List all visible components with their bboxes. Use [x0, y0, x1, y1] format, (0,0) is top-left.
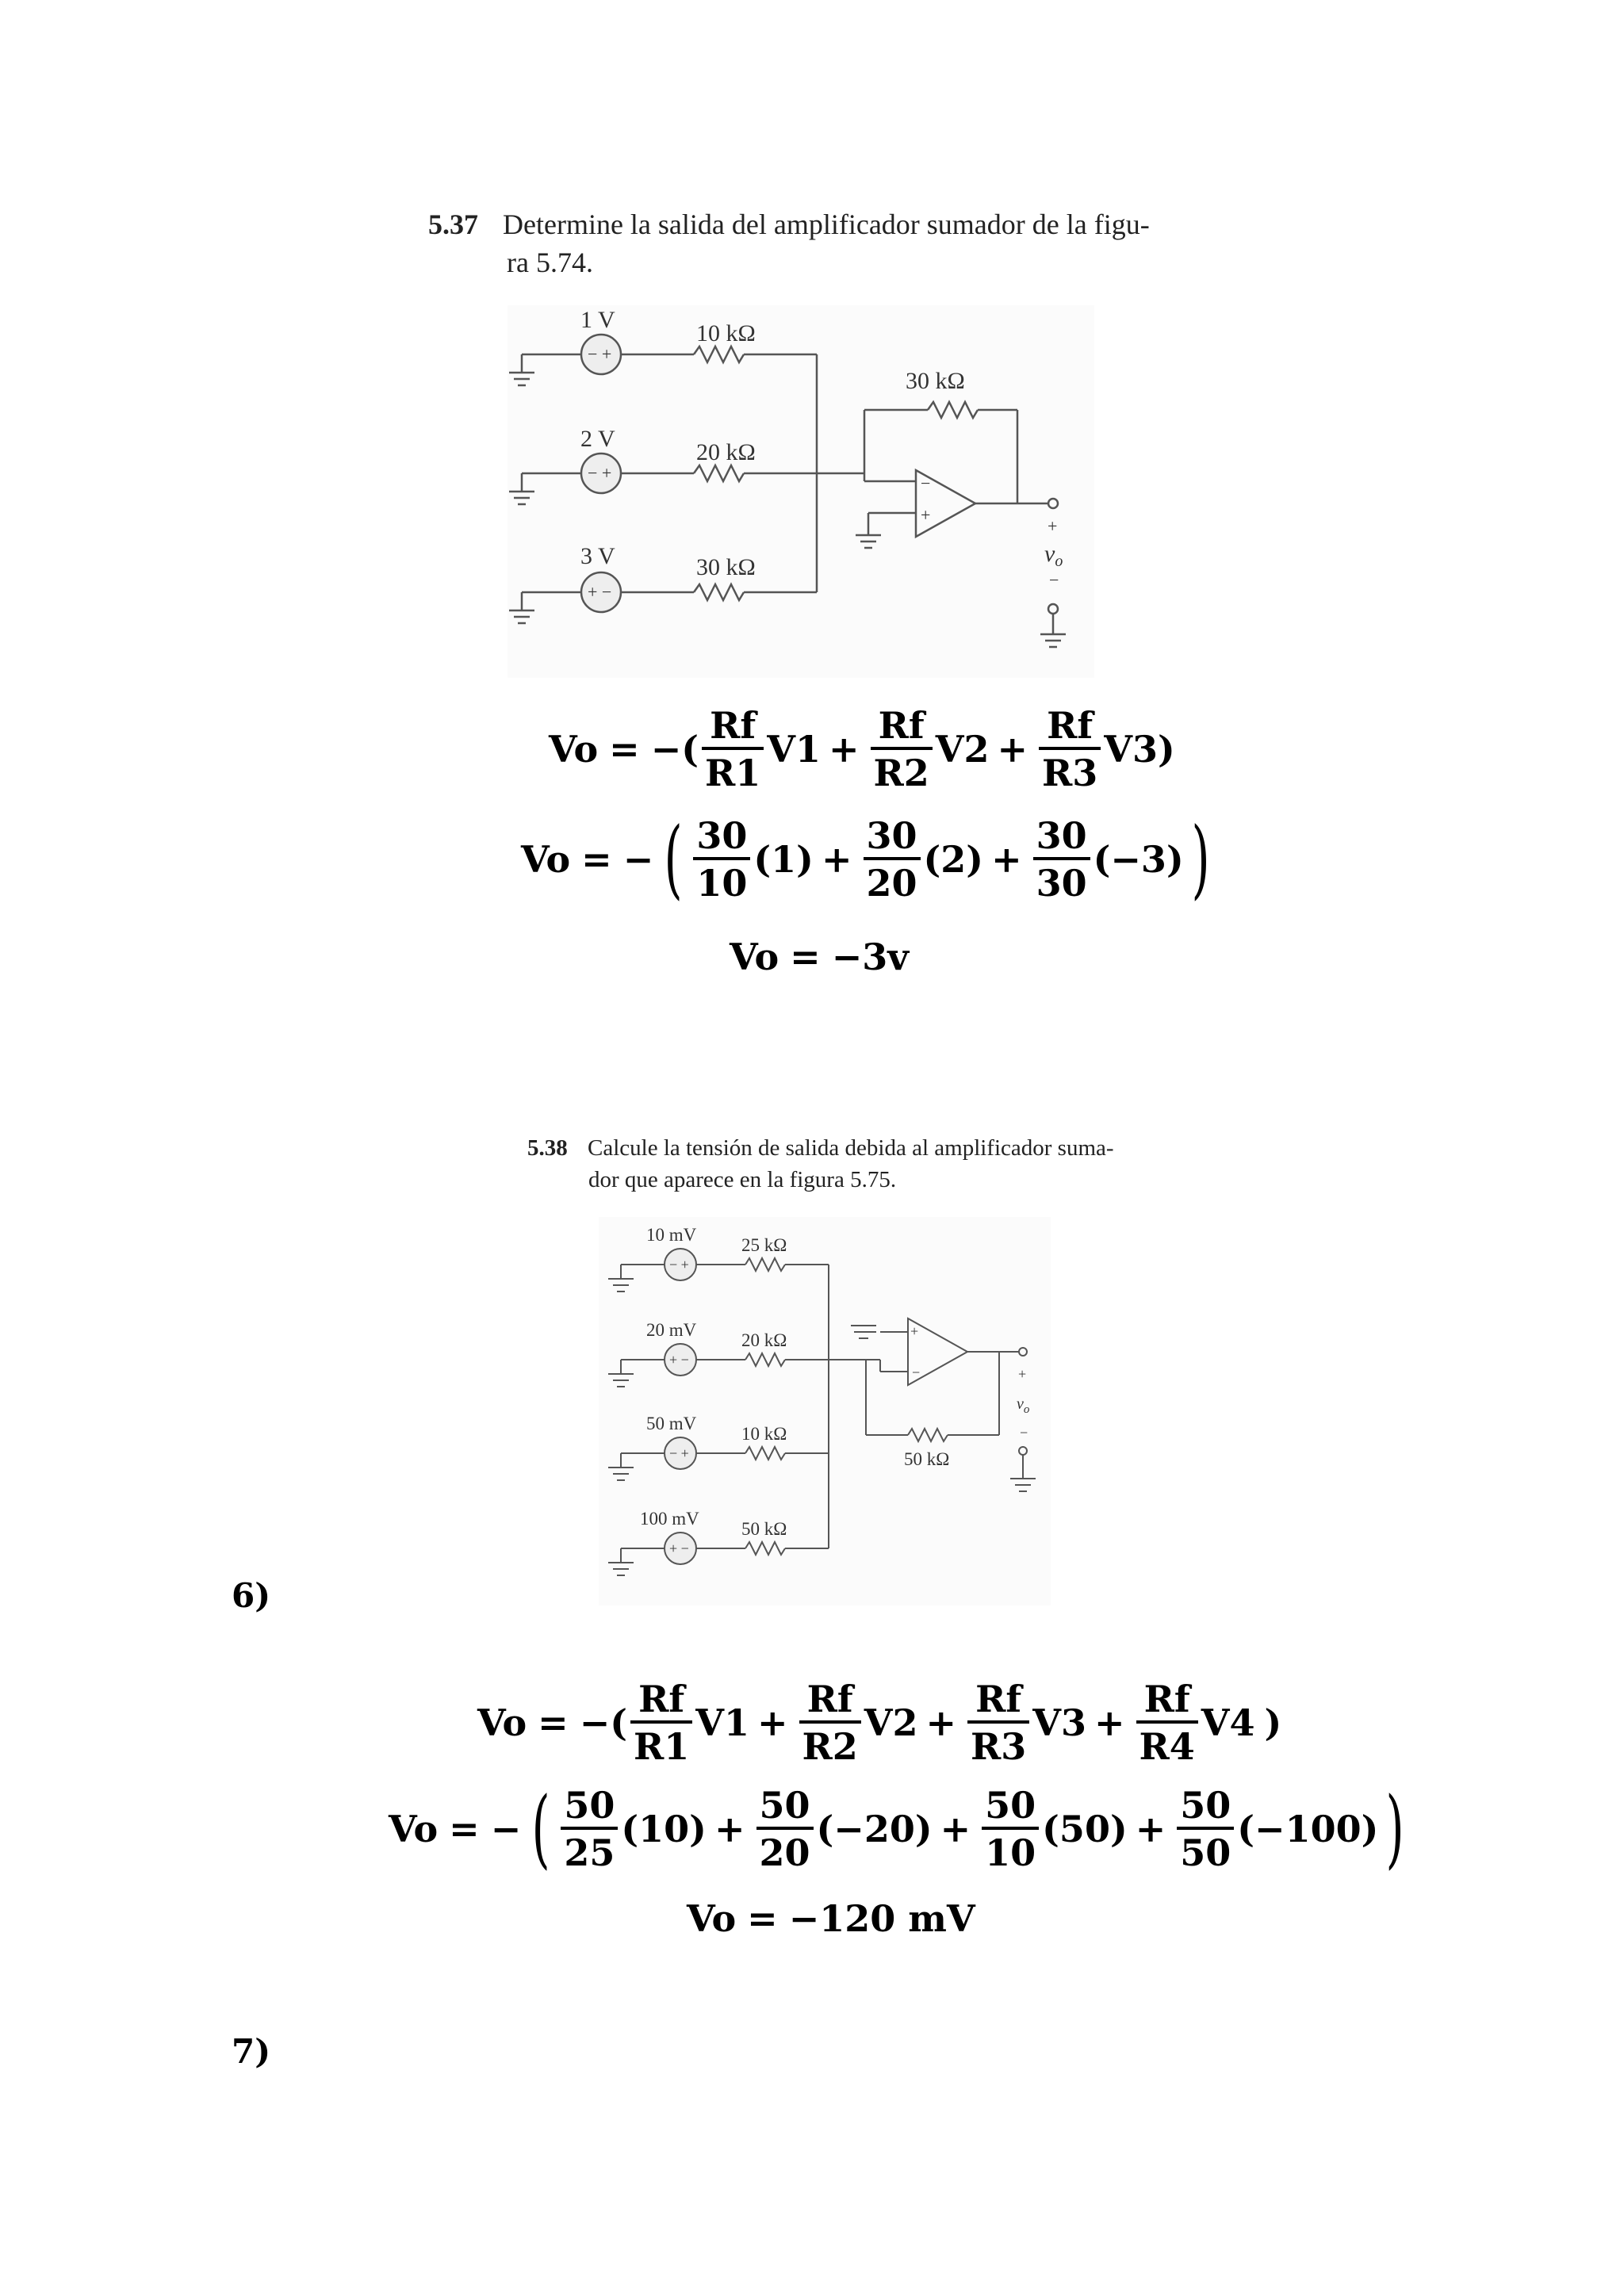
- plus-sign: +: [828, 728, 860, 771]
- fraction-rf-r2: [871, 704, 933, 794]
- opamp-minus: −: [912, 1364, 921, 1380]
- resistor-1-label: 25 kΩ: [741, 1235, 787, 1255]
- equals-sign: =: [581, 838, 612, 881]
- term-v1: V1: [695, 1701, 749, 1744]
- question-number-6: 6): [232, 1576, 271, 1615]
- numerator: Rf: [806, 1678, 853, 1720]
- problem-number: 5.37: [428, 209, 478, 240]
- plus-sign: +: [1094, 1701, 1125, 1744]
- vo-symbol: Vo: [389, 1808, 439, 1850]
- value-4: (−100): [1237, 1808, 1379, 1850]
- fraction-3: [1033, 814, 1090, 905]
- denominator: R2: [871, 747, 933, 791]
- fraction-rf-r1: [702, 704, 764, 794]
- value-2: (−20): [816, 1808, 933, 1850]
- numerator: 50: [564, 1784, 615, 1827]
- plus-sign: +: [940, 1808, 971, 1850]
- resistor-2-label: 20 kΩ: [741, 1330, 787, 1350]
- plus-sign: +: [997, 728, 1028, 771]
- result-538: [687, 1897, 975, 1940]
- result-value: −3v: [831, 936, 909, 978]
- problem-text-line2: dor que aparece en la figura 5.75.: [588, 1167, 897, 1192]
- big-close-paren: ): [1385, 1779, 1405, 1878]
- result-537: [730, 936, 909, 978]
- equals-sign: =: [747, 1897, 778, 1940]
- output-minus: −: [1020, 1425, 1028, 1441]
- opamp-plus: +: [910, 1323, 919, 1339]
- plus-sign: +: [714, 1808, 745, 1850]
- big-open-paren: (: [531, 1779, 550, 1878]
- denominator: 10: [693, 857, 750, 901]
- numerator: 50: [985, 1784, 1036, 1827]
- source-1-label: 1 V: [580, 307, 615, 333]
- problem-text-line2: ra 5.74.: [507, 247, 593, 278]
- fraction-rf-r4: [1136, 1678, 1198, 1768]
- source-4-label: 100 mV: [640, 1509, 699, 1529]
- output-voltage-label: $v_o$: [1017, 1395, 1030, 1416]
- value-2: (2): [923, 838, 984, 881]
- source-4-polarity: + −: [669, 1540, 689, 1556]
- source-2-label: 20 mV: [646, 1320, 697, 1340]
- formula-general-538: [477, 1678, 1282, 1768]
- problem-538-statement: [527, 1135, 1114, 1161]
- resistor-1-label: 10 kΩ: [696, 320, 756, 346]
- output-minus: −: [1049, 570, 1059, 590]
- term-v1: V1: [767, 728, 821, 771]
- equals-sign: =: [609, 728, 640, 771]
- fraction-1: [561, 1784, 618, 1874]
- term-v3: V3: [1032, 1701, 1086, 1744]
- feedback-resistor-label: 30 kΩ: [906, 368, 965, 394]
- term-v4: V4: [1201, 1701, 1255, 1744]
- denominator: 30: [1033, 857, 1090, 901]
- fraction-1: [693, 814, 750, 905]
- denominator: 10: [982, 1827, 1039, 1871]
- output-plus: +: [1018, 1366, 1027, 1382]
- problem-text-line1: Calcule la tensión de salida debida al amplificador suma-: [588, 1135, 1114, 1161]
- denominator: 25: [561, 1827, 618, 1871]
- fraction-rf-r3: [1039, 704, 1101, 794]
- feedback-resistor-label: 50 kΩ: [904, 1449, 950, 1469]
- value-1: (10): [621, 1808, 707, 1850]
- vo-symbol: Vo: [730, 936, 779, 978]
- term-v2: V2: [864, 1701, 918, 1744]
- opamp-minus: −: [921, 473, 931, 493]
- denominator: 50: [1177, 1827, 1234, 1871]
- value-3: (50): [1042, 1808, 1128, 1850]
- figure-575: [599, 1217, 1051, 1605]
- value-3: (−3): [1093, 838, 1184, 881]
- source-3-label: 50 mV: [646, 1414, 697, 1433]
- figure-574: [508, 305, 1094, 678]
- output-voltage-label: $v_o$: [1044, 541, 1063, 570]
- resistor-3-label: 10 kΩ: [741, 1424, 787, 1444]
- opamp-plus: +: [921, 505, 931, 525]
- close-paren: ): [1264, 1701, 1282, 1744]
- vo-symbol: Vo: [477, 1701, 527, 1744]
- term-v3: V3: [1104, 728, 1158, 771]
- source-1-polarity: − +: [669, 1257, 689, 1272]
- denominator: R3: [1039, 747, 1101, 791]
- numerator: 30: [696, 814, 748, 857]
- plus-sign: +: [991, 838, 1022, 881]
- problem-text-line1: Determine la salida del amplificador sumador de la figu-: [503, 209, 1150, 240]
- big-close-paren: ): [1191, 809, 1210, 909]
- plus-sign: +: [756, 1701, 788, 1744]
- numerator: Rf: [1047, 704, 1094, 747]
- equals-sign: =: [538, 1701, 569, 1744]
- vo-symbol: Vo: [687, 1897, 737, 1940]
- fraction-4: [1177, 1784, 1234, 1874]
- source-2-polarity: + −: [669, 1352, 689, 1368]
- question-number-7: 7): [232, 2032, 271, 2071]
- result-value: −120 mV: [788, 1897, 975, 1940]
- term-v2: V2: [935, 728, 990, 771]
- denominator: R3: [967, 1720, 1029, 1765]
- source-3-polarity: − +: [669, 1445, 689, 1461]
- numerator: 50: [1180, 1784, 1231, 1827]
- denominator: R4: [1136, 1720, 1198, 1765]
- circuit-574-diagram: [508, 305, 1094, 678]
- resistor-4-label: 50 kΩ: [741, 1519, 787, 1539]
- plus-sign: +: [925, 1701, 957, 1744]
- equals-sign: =: [449, 1808, 480, 1850]
- problem-number: 5.38: [527, 1135, 568, 1161]
- fraction-rf-r1: [630, 1678, 692, 1768]
- minus-paren: −(: [579, 1701, 628, 1744]
- formula-general-537: [549, 704, 1175, 794]
- problem-537-statement: [428, 208, 1150, 241]
- numerator: 30: [1036, 814, 1087, 857]
- numerator: Rf: [878, 704, 925, 747]
- numerator: Rf: [710, 704, 756, 747]
- numerator: Rf: [975, 1678, 1022, 1720]
- source-2-label: 2 V: [580, 426, 615, 452]
- resistor-3-label: 30 kΩ: [696, 554, 756, 580]
- formula-substituted-538: [389, 1779, 1412, 1878]
- numerator: 50: [759, 1784, 810, 1827]
- source-2-polarity: − +: [588, 463, 612, 483]
- output-plus: +: [1048, 516, 1058, 536]
- numerator: 30: [866, 814, 917, 857]
- circuit-575-diagram: [599, 1217, 1051, 1605]
- source-1-polarity: − +: [588, 344, 612, 364]
- close-paren: ): [1157, 728, 1175, 771]
- denominator: R1: [630, 1720, 692, 1765]
- plus-sign: +: [1135, 1808, 1166, 1850]
- source-3-label: 3 V: [580, 543, 615, 569]
- source-1-label: 10 mV: [646, 1225, 697, 1245]
- vo-symbol: Vo: [549, 728, 599, 771]
- minus-sign: −: [622, 838, 654, 881]
- fraction-2: [864, 814, 921, 905]
- fraction-3: [982, 1784, 1039, 1874]
- denominator: R2: [799, 1720, 861, 1765]
- minus-paren: −(: [650, 728, 699, 771]
- denominator: 20: [756, 1827, 814, 1871]
- value-1: (1): [753, 838, 814, 881]
- plus-sign: +: [821, 838, 852, 881]
- numerator: Rf: [638, 1678, 685, 1720]
- denominator: 20: [864, 857, 921, 901]
- fraction-rf-r3: [967, 1678, 1029, 1768]
- minus-sign: −: [490, 1808, 522, 1850]
- resistor-2-label: 20 kΩ: [696, 439, 756, 465]
- equals-sign: =: [790, 936, 821, 978]
- source-3-polarity: + −: [588, 582, 612, 602]
- fraction-2: [756, 1784, 814, 1874]
- formula-substituted-537: [521, 809, 1217, 909]
- denominator: R1: [702, 747, 764, 791]
- fraction-rf-r2: [799, 1678, 861, 1768]
- big-open-paren: (: [664, 809, 683, 909]
- vo-symbol: Vo: [521, 838, 571, 881]
- numerator: Rf: [1143, 1678, 1190, 1720]
